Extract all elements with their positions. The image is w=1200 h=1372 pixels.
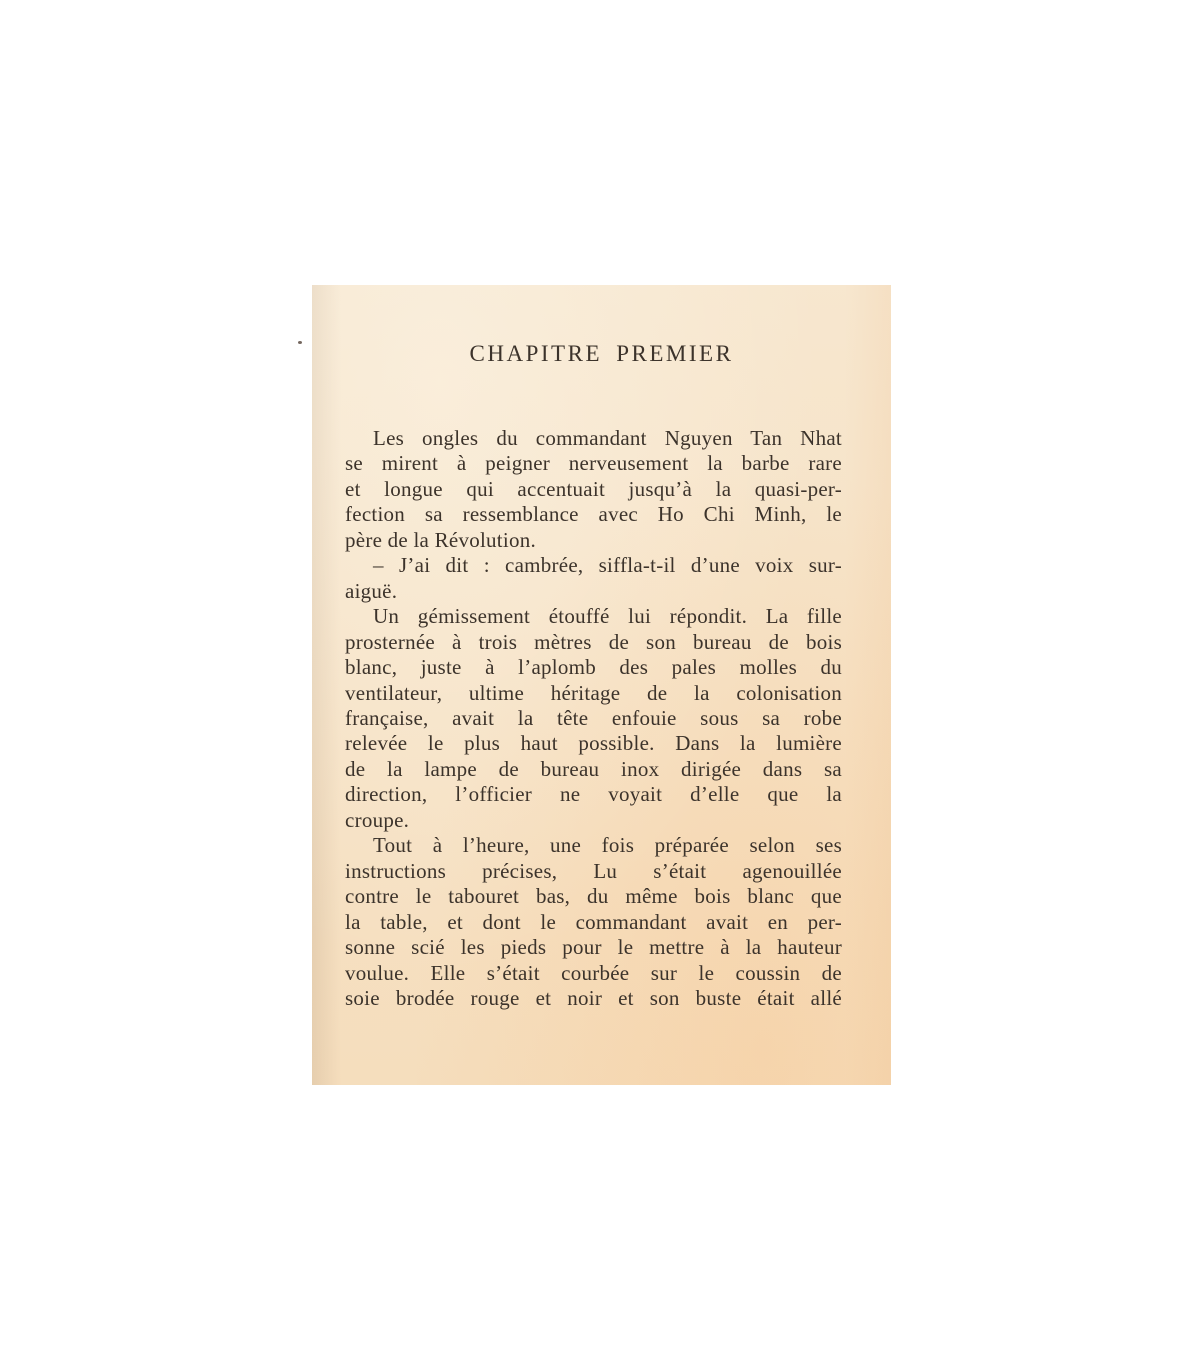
text-line: fection sa ressemblance avec Ho Chi Minh, le	[345, 502, 842, 527]
text-line: – J’ai dit : cambrée, siffla-t-il d’une voix sur-	[373, 553, 842, 578]
text-line: croupe.	[345, 807, 410, 832]
text-block	[345, 426, 842, 1011]
paragraph	[345, 833, 842, 1011]
text-line: de la lampe de bureau inox dirigée dans sa	[345, 756, 842, 781]
text-line: soie brodée rouge et noir et son buste était allé	[345, 985, 842, 1010]
paragraph	[345, 553, 842, 604]
text-line: prosternée à trois mètres de son bureau de bois	[345, 629, 842, 654]
text-line: Un gémissement étouffé lui répondit. La fille	[373, 604, 842, 629]
chapter-heading: CHAPITRE PREMIER	[469, 341, 734, 366]
text-line: direction, l’officier ne voyait d’elle que la	[345, 782, 842, 807]
text-line: Tout à l’heure, une fois préparée selon ses	[373, 833, 842, 858]
text-line: se mirent à peigner nerveusement la barbe rare	[345, 451, 842, 476]
paragraph	[345, 426, 842, 553]
text-line: sonne scié les pieds pour le mettre à la hauteur	[345, 935, 842, 960]
text-line: la table, et dont le commandant avait en per-	[345, 909, 842, 934]
text-line: relevée le plus haut possible. Dans la lumière	[345, 731, 842, 756]
text-line: et longue qui accentuait jusqu’à la quasi-per-	[345, 476, 842, 501]
text-line: ventilateur, ultime héritage de la colonisation	[345, 680, 842, 705]
text-line: instructions précises, Lu s’était agenouillée	[345, 858, 842, 883]
text-line: Les ongles du commandant Nguyen Tan Nhat	[373, 426, 842, 450]
ink-speck	[298, 341, 302, 344]
text-line: française, avait la tête enfouie sous sa robe	[345, 705, 842, 730]
text-line: contre le tabouret bas, du même bois blanc que	[345, 884, 842, 909]
text-line: père de la Révolution.	[345, 527, 536, 552]
text-line: voulue. Elle s’était courbée sur le coussin de	[345, 960, 842, 985]
paragraph	[345, 604, 842, 833]
book-page	[312, 285, 891, 1085]
text-line: blanc, juste à l’aplomb des pales molles du	[345, 655, 842, 680]
text-line: aiguë.	[345, 578, 398, 603]
